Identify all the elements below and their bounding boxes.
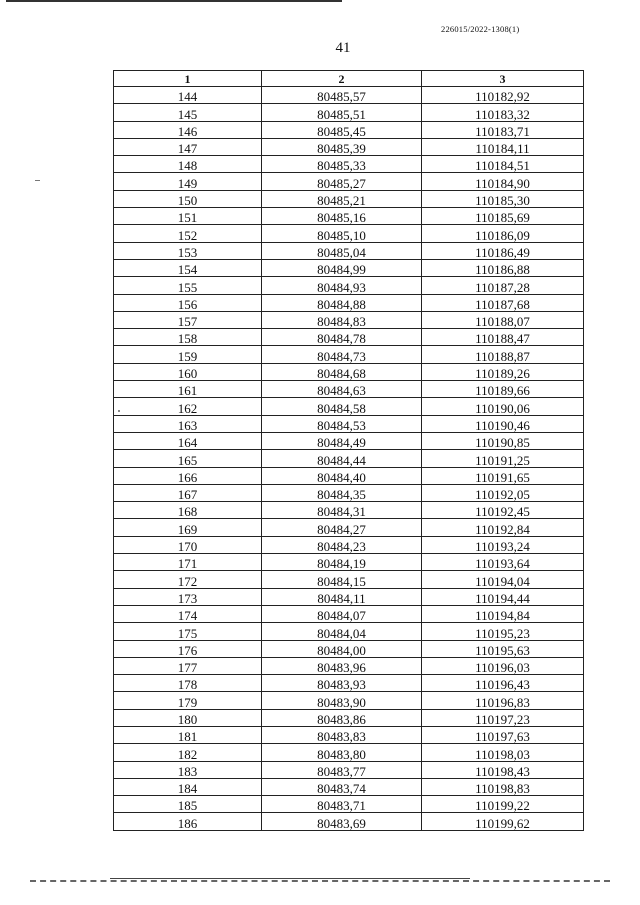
x-coordinate-cell: 80484,00 (262, 640, 422, 657)
y-coordinate-cell: 110193,24 (422, 536, 584, 553)
table-row (114, 554, 584, 571)
table-row (114, 484, 584, 501)
table-row (114, 208, 584, 225)
point-number-cell: 178 (114, 675, 262, 692)
table-header-row (114, 71, 584, 87)
table-row (114, 692, 584, 709)
table-row (114, 502, 584, 519)
x-coordinate-cell: 80484,88 (262, 294, 422, 311)
x-coordinate-cell: 80484,58 (262, 398, 422, 415)
x-coordinate-cell: 80484,99 (262, 259, 422, 276)
y-coordinate-cell: 110196,83 (422, 692, 584, 709)
point-number-cell: 151 (114, 208, 262, 225)
y-coordinate-cell: 110188,07 (422, 311, 584, 328)
bottom-rule (30, 880, 610, 882)
x-coordinate-cell: 80484,78 (262, 329, 422, 346)
table-row (114, 675, 584, 692)
table-row (114, 242, 584, 259)
y-coordinate-cell: 110198,83 (422, 778, 584, 795)
point-number-cell: 168 (114, 502, 262, 519)
y-coordinate-cell: 110189,26 (422, 363, 584, 380)
table-row (114, 259, 584, 276)
y-coordinate-cell: 110186,09 (422, 225, 584, 242)
y-coordinate-cell: 110183,71 (422, 121, 584, 138)
point-number-cell: 152 (114, 225, 262, 242)
point-number-cell: 170 (114, 536, 262, 553)
point-number-cell: 169 (114, 519, 262, 536)
x-coordinate-cell: 80484,73 (262, 346, 422, 363)
point-number-cell: 181 (114, 726, 262, 743)
x-coordinate-cell: 80484,19 (262, 554, 422, 571)
x-coordinate-cell: 80483,80 (262, 744, 422, 761)
table-row (114, 796, 584, 813)
x-coordinate-cell: 80483,86 (262, 709, 422, 726)
x-coordinate-cell: 80484,40 (262, 467, 422, 484)
y-coordinate-cell: 110195,23 (422, 623, 584, 640)
point-number-cell: 148 (114, 156, 262, 173)
point-number-cell: 180 (114, 709, 262, 726)
table-row (114, 709, 584, 726)
point-number-cell: 145 (114, 104, 262, 121)
table-row (114, 156, 584, 173)
y-coordinate-cell: 110197,23 (422, 709, 584, 726)
x-coordinate-cell: 80484,83 (262, 311, 422, 328)
y-coordinate-cell: 110185,69 (422, 208, 584, 225)
point-number-cell: 171 (114, 554, 262, 571)
table-row (114, 536, 584, 553)
table-row (114, 605, 584, 622)
y-coordinate-cell: 110184,51 (422, 156, 584, 173)
x-coordinate-cell: 80484,49 (262, 432, 422, 449)
x-coordinate-cell: 80485,04 (262, 242, 422, 259)
column-header: 3 (422, 71, 584, 87)
y-coordinate-cell: 110186,88 (422, 259, 584, 276)
table-row (114, 623, 584, 640)
table-row (114, 761, 584, 778)
x-coordinate-cell: 80483,96 (262, 657, 422, 674)
y-coordinate-cell: 110183,32 (422, 104, 584, 121)
y-coordinate-cell: 110188,47 (422, 329, 584, 346)
point-number-cell: 163 (114, 415, 262, 432)
table-row (114, 778, 584, 795)
point-number-cell: 179 (114, 692, 262, 709)
x-coordinate-cell: 80485,21 (262, 190, 422, 207)
point-number-cell: 159 (114, 346, 262, 363)
table-row (114, 640, 584, 657)
y-coordinate-cell: 110194,84 (422, 605, 584, 622)
y-coordinate-cell: 110192,84 (422, 519, 584, 536)
y-coordinate-cell: 110196,03 (422, 657, 584, 674)
y-coordinate-cell: 110198,03 (422, 744, 584, 761)
point-number-cell: 185 (114, 796, 262, 813)
table-row (114, 190, 584, 207)
point-number-cell: 150 (114, 190, 262, 207)
table-row (114, 346, 584, 363)
table-row (114, 744, 584, 761)
top-rule (6, 0, 342, 2)
document-reference: 226015/2022-1308(1) (441, 24, 520, 34)
point-number-cell: 182 (114, 744, 262, 761)
point-number-cell: 183 (114, 761, 262, 778)
table-row (114, 726, 584, 743)
point-number-cell: 167 (114, 484, 262, 501)
x-coordinate-cell: 80485,16 (262, 208, 422, 225)
x-coordinate-cell: 80483,77 (262, 761, 422, 778)
point-number-cell: 172 (114, 571, 262, 588)
x-coordinate-cell: 80484,35 (262, 484, 422, 501)
y-coordinate-cell: 110192,05 (422, 484, 584, 501)
table-row (114, 813, 584, 830)
point-number-cell: 162 (114, 398, 262, 415)
x-coordinate-cell: 80484,11 (262, 588, 422, 605)
table-row (114, 87, 584, 104)
x-coordinate-cell: 80484,27 (262, 519, 422, 536)
y-coordinate-cell: 110185,30 (422, 190, 584, 207)
table-row (114, 225, 584, 242)
y-coordinate-cell: 110197,63 (422, 726, 584, 743)
point-number-cell: 155 (114, 277, 262, 294)
x-coordinate-cell: 80483,69 (262, 813, 422, 830)
table-row (114, 138, 584, 155)
table-row (114, 104, 584, 121)
table-row (114, 398, 584, 415)
point-number-cell: 146 (114, 121, 262, 138)
coordinates-table (113, 70, 584, 831)
y-coordinate-cell: 110187,68 (422, 294, 584, 311)
table-row (114, 121, 584, 138)
table-row (114, 294, 584, 311)
point-number-cell: 158 (114, 329, 262, 346)
y-coordinate-cell: 110182,92 (422, 87, 584, 104)
table-row (114, 657, 584, 674)
x-coordinate-cell: 80484,23 (262, 536, 422, 553)
y-coordinate-cell: 110190,85 (422, 432, 584, 449)
table-row (114, 415, 584, 432)
y-coordinate-cell: 110191,25 (422, 450, 584, 467)
x-coordinate-cell: 80485,27 (262, 173, 422, 190)
point-number-cell: 149 (114, 173, 262, 190)
x-coordinate-cell: 80484,44 (262, 450, 422, 467)
y-coordinate-cell: 110190,06 (422, 398, 584, 415)
x-coordinate-cell: 80485,57 (262, 87, 422, 104)
table-row (114, 588, 584, 605)
point-number-cell: 157 (114, 311, 262, 328)
table-row (114, 173, 584, 190)
point-number-cell: 147 (114, 138, 262, 155)
table-row (114, 329, 584, 346)
x-coordinate-cell: 80484,53 (262, 415, 422, 432)
bottom-rule (110, 878, 470, 879)
point-number-cell: 154 (114, 259, 262, 276)
x-coordinate-cell: 80484,63 (262, 381, 422, 398)
x-coordinate-cell: 80484,07 (262, 605, 422, 622)
y-coordinate-cell: 110186,49 (422, 242, 584, 259)
y-coordinate-cell: 110184,90 (422, 173, 584, 190)
y-coordinate-cell: 110195,63 (422, 640, 584, 657)
x-coordinate-cell: 80485,33 (262, 156, 422, 173)
table-row (114, 571, 584, 588)
scan-artifact (35, 180, 40, 181)
table-row (114, 467, 584, 484)
x-coordinate-cell: 80484,93 (262, 277, 422, 294)
table-row (114, 277, 584, 294)
column-header: 2 (262, 71, 422, 87)
x-coordinate-cell: 80483,74 (262, 778, 422, 795)
point-number-cell: 166 (114, 467, 262, 484)
x-coordinate-cell: 80483,83 (262, 726, 422, 743)
point-number-cell: 175 (114, 623, 262, 640)
table-body (114, 87, 584, 831)
point-number-cell: 174 (114, 605, 262, 622)
x-coordinate-cell: 80485,10 (262, 225, 422, 242)
y-coordinate-cell: 110190,46 (422, 415, 584, 432)
x-coordinate-cell: 80484,04 (262, 623, 422, 640)
x-coordinate-cell: 80485,51 (262, 104, 422, 121)
x-coordinate-cell: 80484,68 (262, 363, 422, 380)
y-coordinate-cell: 110198,43 (422, 761, 584, 778)
table-row (114, 519, 584, 536)
x-coordinate-cell: 80483,93 (262, 675, 422, 692)
point-number-cell: 160 (114, 363, 262, 380)
table-row (114, 311, 584, 328)
point-number-cell: 173 (114, 588, 262, 605)
y-coordinate-cell: 110194,04 (422, 571, 584, 588)
y-coordinate-cell: 110192,45 (422, 502, 584, 519)
x-coordinate-cell: 80485,45 (262, 121, 422, 138)
point-number-cell: 165 (114, 450, 262, 467)
point-number-cell: 177 (114, 657, 262, 674)
point-number-cell: 184 (114, 778, 262, 795)
x-coordinate-cell: 80484,31 (262, 502, 422, 519)
column-header: 1 (114, 71, 262, 87)
table-row (114, 450, 584, 467)
point-number-cell: 153 (114, 242, 262, 259)
x-coordinate-cell: 80483,90 (262, 692, 422, 709)
point-number-cell: 144 (114, 87, 262, 104)
y-coordinate-cell: 110187,28 (422, 277, 584, 294)
page-number: 41 (335, 40, 351, 56)
point-number-cell: 161 (114, 381, 262, 398)
point-number-cell: 156 (114, 294, 262, 311)
point-number-cell: 186 (114, 813, 262, 830)
y-coordinate-cell: 110189,66 (422, 381, 584, 398)
point-number-cell: 164 (114, 432, 262, 449)
y-coordinate-cell: 110199,22 (422, 796, 584, 813)
table-row (114, 432, 584, 449)
y-coordinate-cell: 110199,62 (422, 813, 584, 830)
y-coordinate-cell: 110191,65 (422, 467, 584, 484)
point-number-cell: 176 (114, 640, 262, 657)
table-row (114, 381, 584, 398)
x-coordinate-cell: 80483,71 (262, 796, 422, 813)
table-row (114, 363, 584, 380)
y-coordinate-cell: 110184,11 (422, 138, 584, 155)
y-coordinate-cell: 110194,44 (422, 588, 584, 605)
x-coordinate-cell: 80485,39 (262, 138, 422, 155)
y-coordinate-cell: 110193,64 (422, 554, 584, 571)
x-coordinate-cell: 80484,15 (262, 571, 422, 588)
y-coordinate-cell: 110188,87 (422, 346, 584, 363)
y-coordinate-cell: 110196,43 (422, 675, 584, 692)
